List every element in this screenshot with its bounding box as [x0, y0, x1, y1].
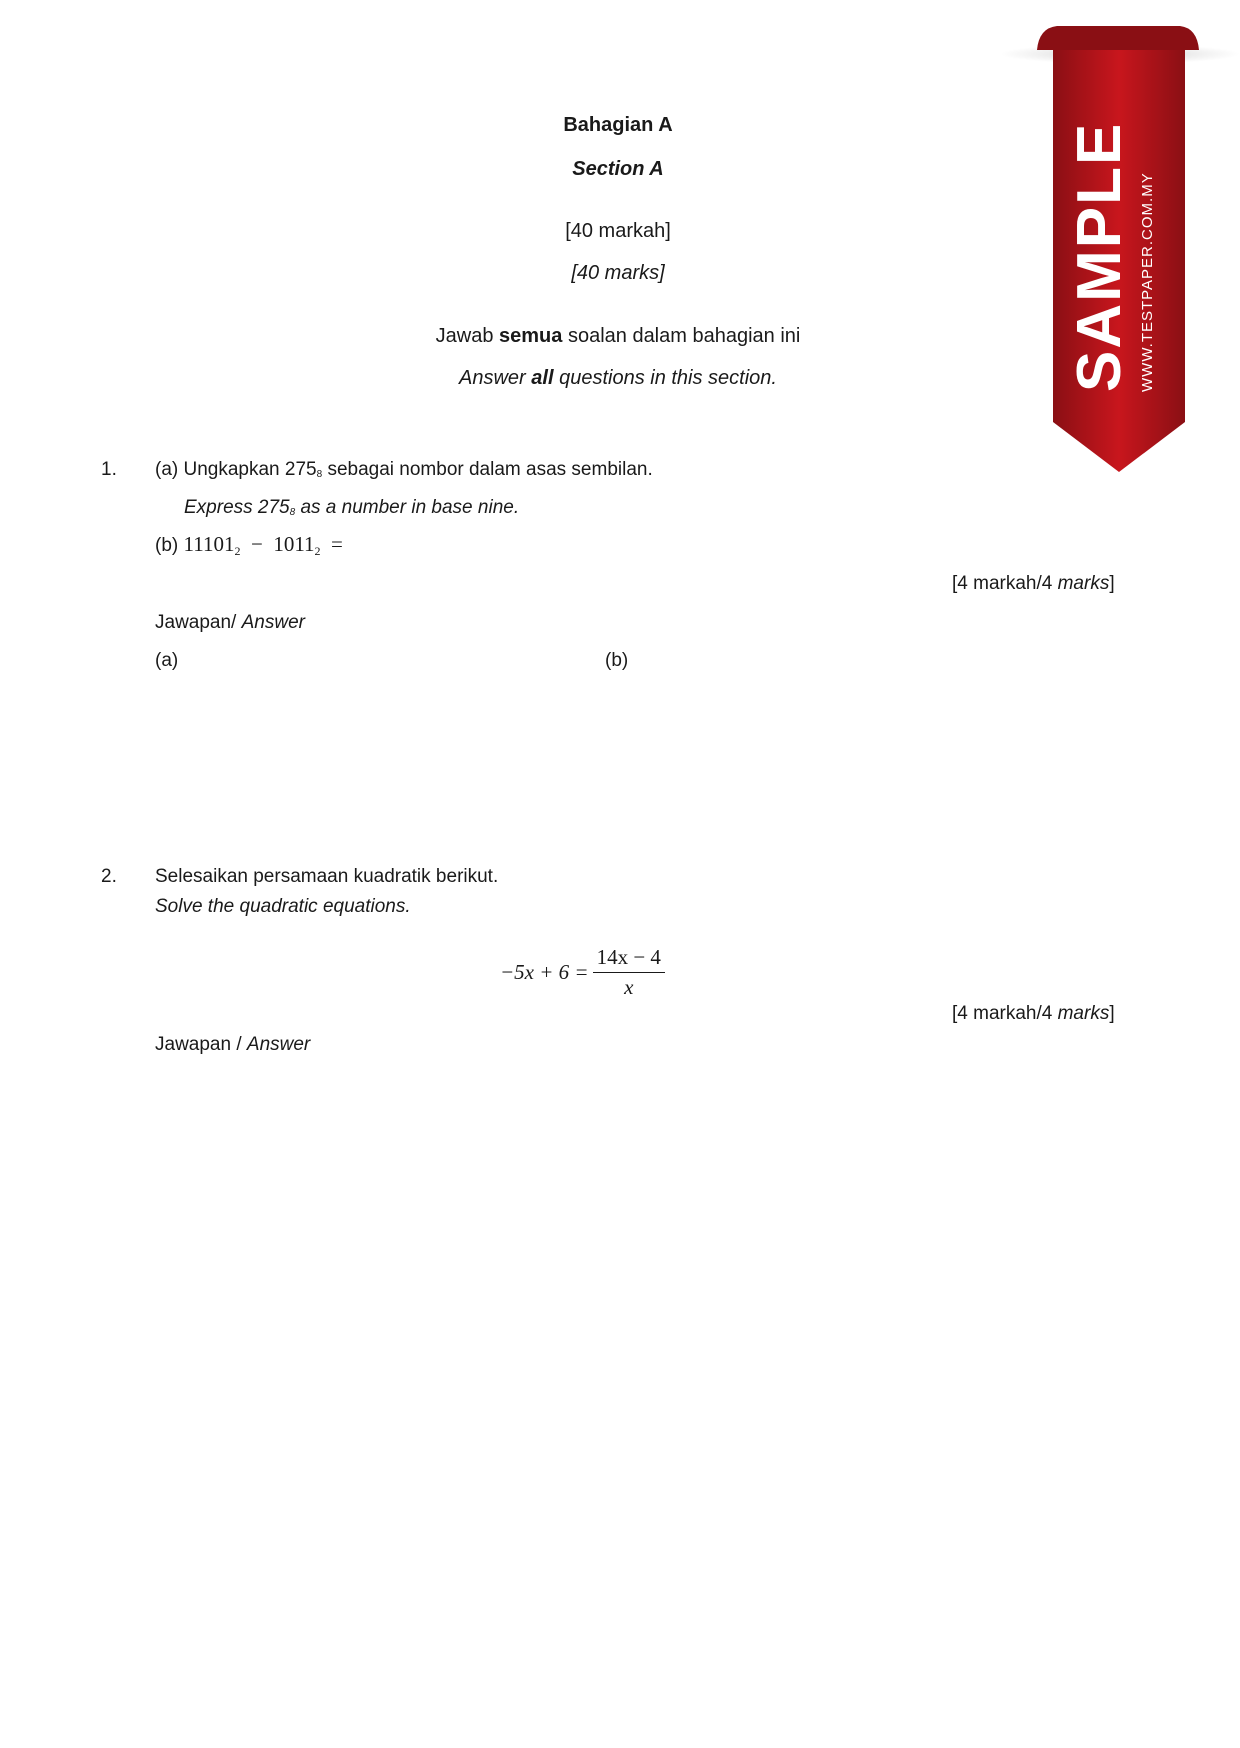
instruction-ms-post: soalan dalam bahagian ini [562, 325, 801, 347]
q1-marks-pre: [4 markah/4 [952, 573, 1058, 594]
instruction-en-pre: Answer [459, 367, 532, 389]
ribbon-graphic [995, 22, 1240, 542]
q1a-en-pre: Express 275 [184, 497, 290, 518]
q2-marks [952, 1003, 1115, 1025]
q2-answer-en: Answer [246, 1034, 311, 1055]
sample-ribbon-watermark [995, 22, 1240, 542]
q2-equation-lhs: −5x + 6 = [500, 960, 589, 984]
q1b-number-1: 11101 [183, 532, 235, 556]
q2-marks-pre: [4 markah/4 [952, 1003, 1058, 1024]
q1a-text-en [184, 497, 519, 519]
total-marks-en: [40 marks] [571, 262, 665, 284]
q2-marks-italic: marks [1057, 1003, 1110, 1024]
q1b-base-2: 2 [314, 544, 321, 558]
q1b-expression [155, 532, 343, 559]
q1a-ms-pre: (a) Ungkapkan 275 [155, 459, 317, 480]
q1b-number-2: 1011 [273, 532, 315, 556]
q2-number: 2. [101, 866, 117, 887]
ribbon-sample-text: SAMPLE [1065, 121, 1134, 392]
section-title-ms: Bahagian A [563, 114, 673, 136]
q2-answer-label [155, 1034, 310, 1056]
q1-number: 1. [101, 459, 117, 480]
q2-equation [500, 945, 665, 1000]
q2-text-ms: Selesaikan persamaan kuadratik berikut. [155, 866, 499, 887]
q2-marks-post: ] [1109, 1003, 1115, 1024]
q1-answer-label [155, 612, 305, 634]
q2-text-en: Solve the quadratic equations. [155, 896, 411, 917]
q2-fraction [593, 945, 665, 1000]
q1b-equals: = [331, 532, 343, 556]
instruction-en-post: questions in this section. [553, 367, 777, 389]
instruction-en-bold: all [531, 367, 554, 389]
q1a-en-base: 8 [289, 507, 296, 518]
q1b-minus: − [250, 532, 263, 556]
section-title-en: Section A [572, 158, 664, 180]
q2-answer-ms: Jawapan / [155, 1034, 247, 1055]
q1b-base-1: 2 [234, 544, 241, 558]
q2-fraction-numerator: 14x − 4 [593, 945, 665, 973]
q2-fraction-denominator: x [624, 975, 634, 999]
instruction-ms-bold: semua [499, 325, 563, 347]
q1-answer-en: Answer [241, 612, 305, 633]
q1a-en-post: as a number in base nine. [295, 497, 520, 518]
q1-answer-ms: Jawapan/ [155, 612, 242, 633]
q1-answer-b-label: (b) [605, 650, 629, 671]
q1a-ms-post: sebagai nombor dalam asas sembilan. [322, 459, 653, 480]
q1-marks-italic: marks [1057, 573, 1110, 594]
ribbon-fold [1037, 26, 1199, 50]
instruction-ms-pre: Jawab [435, 325, 500, 347]
q1-marks-post: ] [1109, 573, 1115, 594]
q1b-math [184, 532, 343, 556]
q1b-label: (b) [155, 535, 179, 556]
q1a-ms-base: 8 [316, 469, 323, 480]
q1a-text-ms [155, 459, 653, 481]
total-marks-ms: [40 markah] [565, 220, 671, 242]
q1-marks [952, 573, 1115, 595]
q1-answer-a-label: (a) [155, 650, 179, 671]
ribbon-site-text: WWW.TESTPAPER.COM.MY [1139, 172, 1156, 392]
